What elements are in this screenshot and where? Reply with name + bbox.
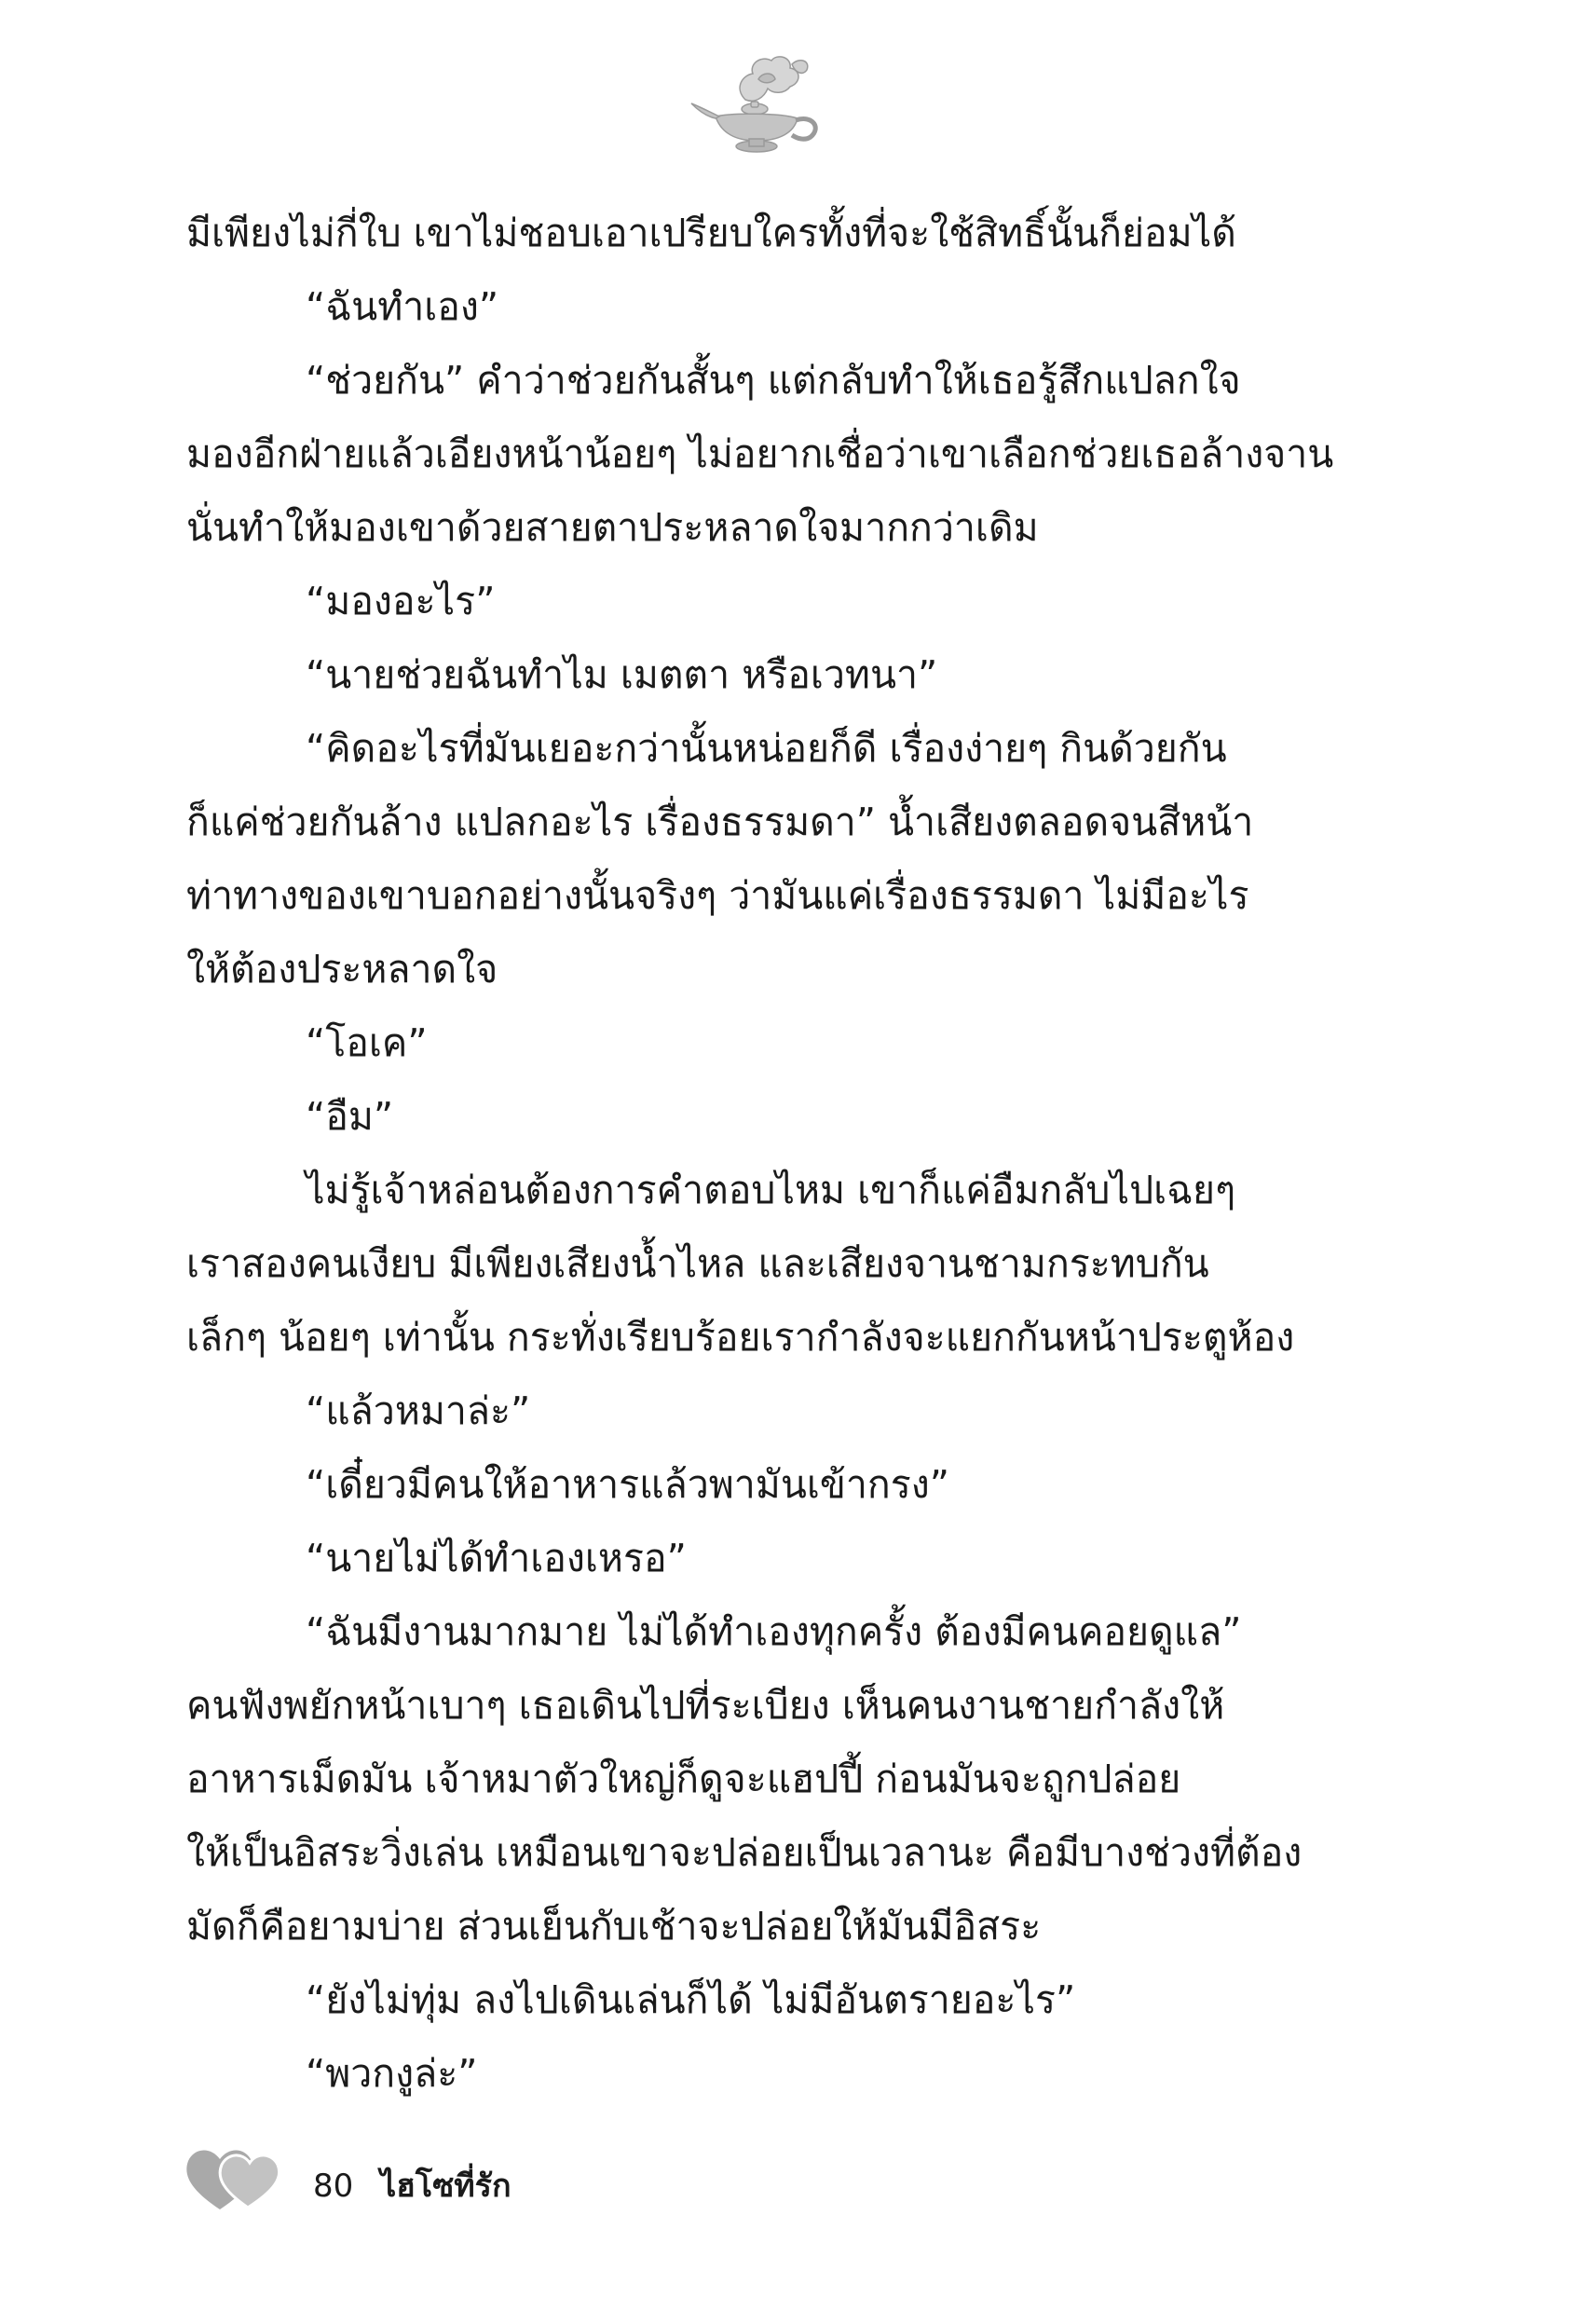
text-line: อาหารเม็ดมัน เจ้าหมาตัวใหญ่ก็ดูจะแฮปปี้ ก่อนมันจะถูกปล่อย (186, 1757, 1181, 1801)
text-line: ก็แค่ช่วยกันล้าง แปลกอะไร เรื่องธรรมดา” น้ำเสียงตลอดจนสีหน้า (186, 800, 1254, 844)
text-line: “เดี๋ยวมีคนให้อาหารแล้วพามันเข้ากรง” (306, 1462, 950, 1507)
text-line: “ฉันทำเอง” (306, 284, 499, 329)
text-line: เล็กๆ น้อยๆ เท่านั้น กระทั่งเรียบร้อยเรากำลังจะแยกกันหน้าประตูห้อง (186, 1315, 1295, 1360)
page-footer (313, 2160, 512, 2210)
text-line: “มองอะไร” (306, 579, 496, 623)
text-line: “ฉันมีงานมากมาย ไม่ได้ทำเองทุกครั้ง ต้องมีคนคอยดูแล” (306, 1609, 1242, 1654)
double-heart-icon (183, 2139, 285, 2213)
text-line: ท่าทางของเขาบอกอย่างนั้นจริงๆ ว่ามันแค่เรื่องธรรมดา ไม่มีอะไร (186, 873, 1249, 918)
text-line: ให้เป็นอิสระวิ่งเล่น เหมือนเขาจะปล่อยเป็นเวลานะ คือมีบางช่วงที่ต้อง (186, 1830, 1303, 1875)
text-line: มัดก็คือยามบ่าย ส่วนเย็นกับเช้าจะปล่อยให้มันมีอิสระ (186, 1904, 1042, 1949)
text-line: “พวกงูล่ะ” (306, 2051, 478, 2096)
text-line: เราสองคนเงียบ มีเพียงเสียงน้ำไหล และเสียงจานชามกระทบกัน (186, 1241, 1209, 1286)
text-line: “แล้วหมาล่ะ” (306, 1388, 531, 1433)
text-line: มองอีกฝ่ายแล้วเอียงหน้าน้อยๆ ไม่อยากเชื่อว่าเขาเลือกช่วยเธอล้างจาน (186, 431, 1334, 476)
text-line: นั่นทำให้มองเขาด้วยสายตาประหลาดใจมากกว่าเดิม (186, 505, 1039, 550)
text-line: ไม่รู้เจ้าหล่อนต้องการคำตอบไหม เขาก็แค่อืมกลับไปเฉยๆ (306, 1168, 1236, 1212)
genie-lamp-ornament (688, 51, 827, 158)
text-line: “คิดอะไรที่มันเยอะกว่านั้นหน่อยก็ดี เรื่องง่ายๆ กินด้วยกัน (306, 726, 1227, 771)
text-line: คนฟังพยักหน้าเบาๆ เธอเดินไปที่ระเบียง เห็นคนงานชายกำลังให้ (186, 1683, 1225, 1728)
text-line: “โอเค” (306, 1020, 428, 1065)
page-number: 80 (313, 2167, 354, 2205)
page-body (186, 211, 1342, 2128)
text-line: มีเพียงไม่กี่ใบ เขาไม่ชอบเอาเปรียบใครทั้งที่จะใช้สิทธิ์นั้นก็ย่อมได้ (186, 211, 1236, 255)
text-line: ให้ต้องประหลาดใจ (186, 947, 498, 991)
text-line: “ช่วยกัน” คำว่าช่วยกันสั้นๆ แต่กลับทำให้เธอรู้สึกแปลกใจ (306, 358, 1241, 403)
text-line: “อืม” (306, 1094, 394, 1139)
text-line: “นายช่วยฉันทำไม เมตตา หรือเวทนา” (306, 652, 938, 697)
text-line: “ยังไม่ทุ่ม ลงไปเดินเล่นก็ได้ ไม่มีอันตรายอะไร” (306, 1977, 1076, 2022)
text-line: “นายไม่ได้ทำเองเหรอ” (306, 1536, 687, 1580)
running-title: ไฮโซที่รัก (380, 2167, 512, 2205)
